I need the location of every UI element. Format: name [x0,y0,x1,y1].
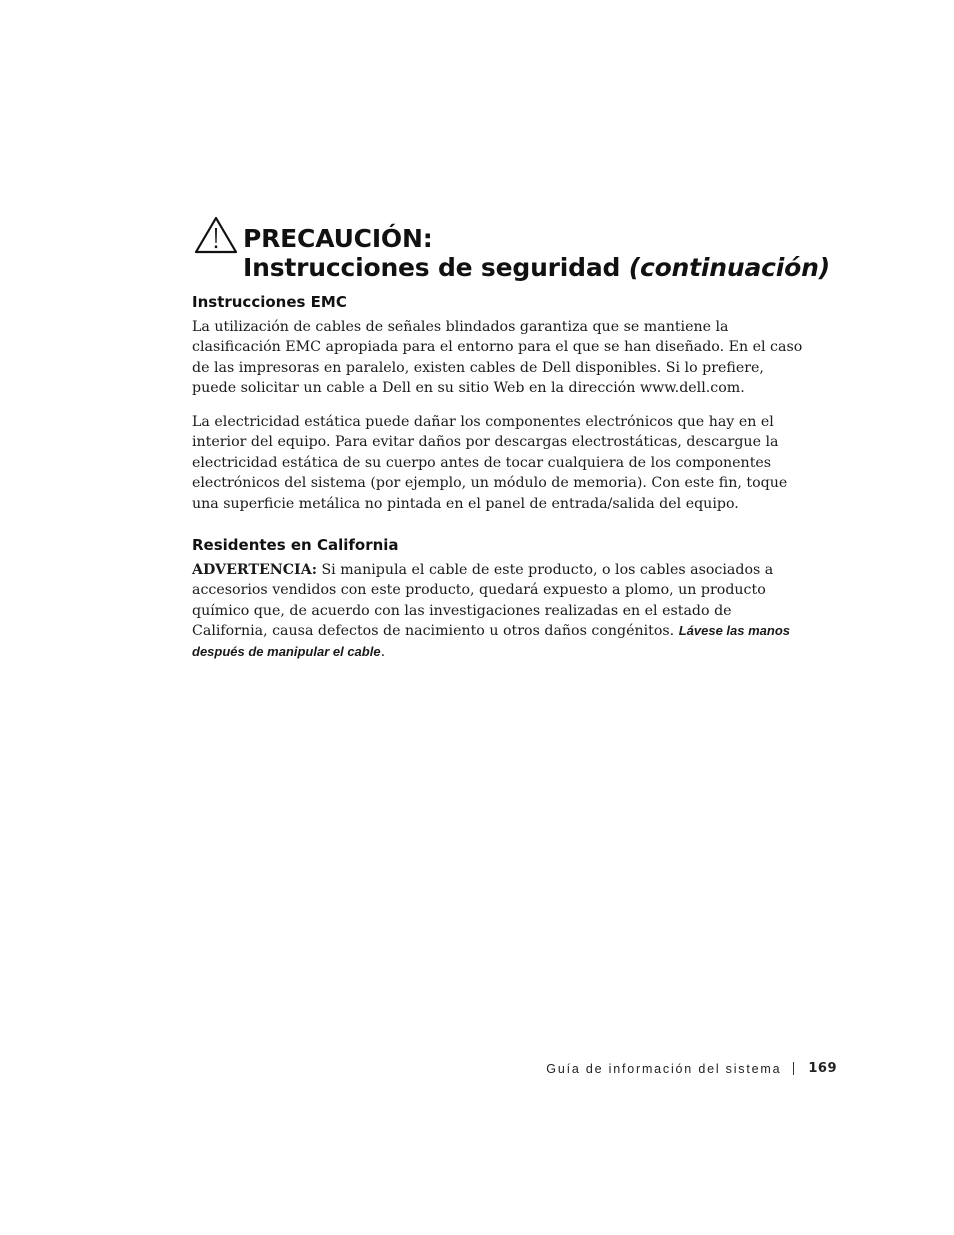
footer-guide-title: Guía de información del sistema [546,1061,782,1076]
title-line-1: PRECAUCIÓN: [243,224,433,253]
emc-p1-end: . [740,380,745,397]
title-main: Instrucciones de seguridad [243,253,629,282]
title-line-2 [243,253,830,282]
emc-heading: Instrucciones EMC [192,293,347,311]
title-continuation: (continuación) [628,253,830,282]
emc-paragraph-2: La electricidad estática puede dañar los componentes electrónicos que hay en el interior del equipo. Para evitar daños por descargas electrostáticas, descargue la electricidad estática de su cuerpo antes de tocar cualquiera de los componentes electrónicos del sistema (por ejemplo, un módulo de memoria). Con este fin, toque una superficie metálica no pintada en el panel de entrada/salida del equipo. [192,414,788,512]
page-footer [546,1061,837,1076]
esd-section [192,412,804,514]
page-title [243,224,830,282]
california-text: Si manipula el cable de este producto, o los cables asociados a accesorios vendidos con este producto, quedará expuesto a plomo, un producto químico que, de acuerdo con las investigaciones realizadas en el estado de California, causa defectos de nacimiento u otros daños congénitos. [192,562,774,640]
hand-wash-emphasis: Lávese las manos después de manipular el cable [192,623,790,659]
california-paragraph [192,560,804,662]
dell-url: www.dell.com [639,380,741,397]
california-section [192,535,804,662]
warning-label: ADVERTENCIA: [192,562,317,578]
california-heading: Residentes en California [192,536,399,554]
emc-p1-text: La utilización de cables de señales blindados garantiza que se mantiene la clasificación EMC apropiada para el entorno para el que se han diseñado. En el caso de las impresoras en paralelo, existen cables de Dell disponibles. Si lo prefiere, puede solicitar un cable a Dell en su sitio Web en la dirección [192,319,803,397]
emc-paragraph-1 [192,317,804,399]
warning-triangle-icon [194,216,238,254]
emc-section [192,292,804,399]
page-number: 169 [808,1061,837,1076]
california-end: . [380,643,386,660]
footer-separator [793,1062,794,1075]
